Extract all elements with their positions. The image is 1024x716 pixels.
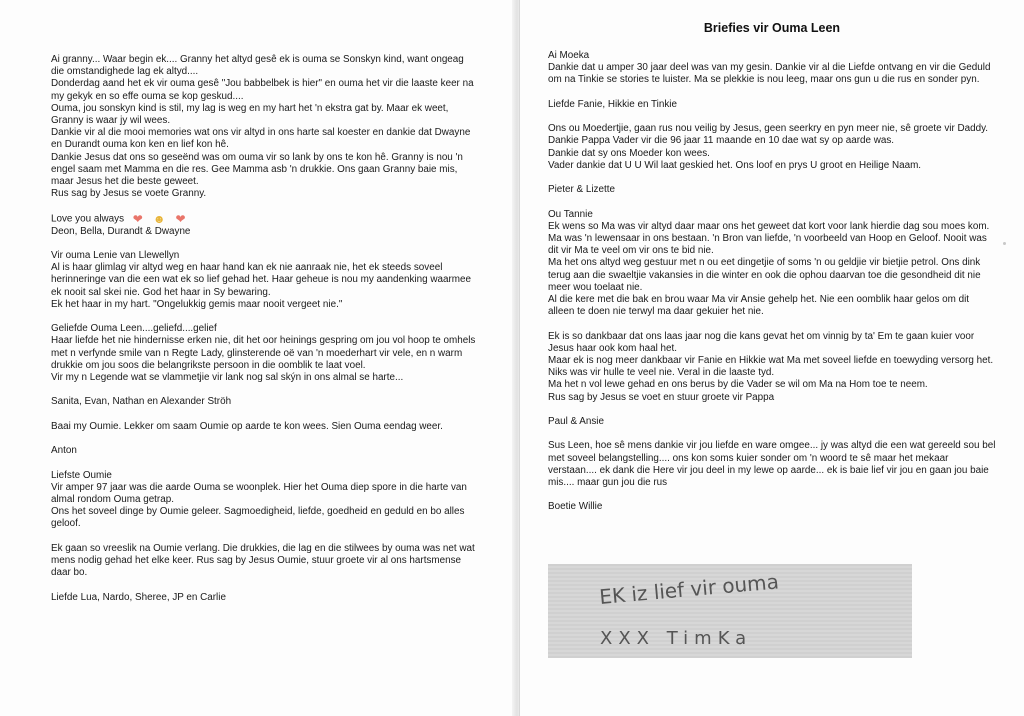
- right-page: [519, 0, 1024, 716]
- letter-ou-tannie: Ou Tannie Ek wens so Ma was vir altyd daar maar ons het geweet dat kort voor lank hierdie dag sou moes kom. Ma was 'n lewensaar in ons bestaan. 'n Bron van liefde, 'n voorbeeld van Hoop en Geloof. Nooit was dit vir Ma te veel om vir ons te bid nie. Ma het ons altyd weg gestuur met n ou eet dingetjie of soms 'n ou geldjie vir bietjie petrol. Ons dink terug aan die swaeltjie vakansies in die winter en ook die ophou daarvan toe die gesondheid dit nie meer wou toelaat nie. Al die kere met die bak en brou waar Ma vir Ansie gehelp het. Nie een oomblik haar gelos om dit alleen te doen nie terwyl ma daar gekuier het nie.: [548, 208, 990, 318]
- letter-ai-moeka: Ai Moeka Dankie dat u amper 30 jaar deel was van my gesin. Dankie vir al die Liefde ontvang en vir die Geduld om na Tinkie se stories te luister. Ma se plekkie is nou leeg, maar ons gun u die rus en sonder pyn.: [548, 50, 991, 86]
- right-page-text: [548, 50, 998, 526]
- handwritten-line-2: XXX TimKa: [600, 628, 753, 649]
- letter-moedertjie: Ons ou Moedertjie, gaan rus nou veilig by Jesus, geen seerkry en pyn meer nie, sê groete vir Daddy. Dankie Pappa Vader vir die 96 jaar 11 maande en 10 dae wat sy op aarde was. Dankie dat sy ons Moeder kon wees. Vader dankie dat U U Wil laat geskied het. Ons loof en prys U groot en Heilige Naam.: [548, 123, 989, 171]
- scan-dot: [1003, 242, 1006, 245]
- heart-icon: ❤: [175, 211, 196, 226]
- signature-anton: Anton: [51, 445, 77, 457]
- handwritten-note-drawing: [548, 564, 912, 658]
- love-line-row: [51, 213, 476, 226]
- signature-sanita: Sanita, Evan, Nathan en Alexander Ströh: [51, 396, 232, 408]
- signature-pieter: Pieter & Lizette: [548, 184, 615, 196]
- letter-liefste-oumie: Liefste Oumie Vir amper 97 jaar was die aarde Ouma se woonplek. Hier het Ouma diep spore in die harte van almal rondom Ouma getrap. Ons het soveel dinge by Oumie geleer. Sagmoedigheid, liefde, goedheid en geduld en bo alles geloof.: [51, 469, 467, 530]
- love-line: Love you always: [51, 213, 125, 225]
- signature-fanie: Liefde Fanie, Hikkie en Tinkie: [548, 98, 677, 110]
- letter-sonskyn-kind: Ai granny... Waar begin ek.... Granny het altyd gesê ek is ouma se Sonskyn kind, want ongeag die omstandighede lag ek altyd.... Donderdag aand het ek vir ouma gesê "Jou babbelbek is hier" en ouma het vir die laaste keer na my gekyk en so effe ouma se kop geskud.... Ouma, jou sonskyn kind is stil, my lag is weg en my hart het 'n ekstra gat by. Maar ek weet, Granny is waar jy wil wees. Dankie vir al die mooi memories wat ons vir altyd in ons harte sal koester en dankie dat Dwayne en Durandt ouma kon ken en lief kon hê. Dankie Jesus dat ons so geseënd was om ouma vir so lank by ons te kon hê. Granny is nou 'n engel saam met Mamma en die res. Gee Mamma asb 'n drukkie. Ons gaan Granny baie mis, maar Jesus het die beste geweet. Rus sag by Jesus se voete Granny.: [51, 54, 474, 200]
- page-title: Briefies vir Ouma Leen: [703, 21, 841, 35]
- heart-icon: ❤: [132, 211, 153, 226]
- letter-sus-leen: Sus Leen, hoe sê mens dankie vir jou liefde en ware omgee... jy was altyd die een wat gereeld sou bel met soveel belangstelling.... ons kon soms kuier sonder om 'n woord te sê maar het mekaar verstaan.... ek dank die Here vir jou deel in my lewe op aarde... ek is baie lief vir jou en gaan jou baie mis.... maar gun jou die rus: [548, 440, 996, 488]
- letter-llewellyn: Vir ouma Lenie van Llewellyn Al is haar glimlag vir altyd weg en haar hand kan ek nie aanraak nie, het ek steeds soveel herinneringe van die een wat ek so lief gehad het. Haar geheue is nou my aandenking waarmee ek nooit sal skei nie. God het haar in Sy bewaring. Ek het haar in my hart. "Ongelukkig gemis maar nooit vergeet nie.": [51, 249, 471, 310]
- signature-paul: Paul & Ansie: [548, 416, 604, 427]
- handwritten-line-1: EK iz lief vir ouma: [598, 569, 780, 609]
- signature-boetie: Boetie Willie: [548, 501, 603, 513]
- smile-icon: ☻: [152, 211, 176, 226]
- handwritten-note: [548, 564, 912, 658]
- letter-baai-oumie: Baai my Oumie. Lekker om saam Oumie op aarde te kon wees. Sien Ouma eendag weer.: [51, 420, 443, 432]
- letter-dankbaar: Ek is so dankbaar dat ons laas jaar nog die kans gevat het om vinnig by ta' Em te gaan kuier voor Jesus haar ook kom haal het. Maar ek is nog meer dankbaar vir Fanie en Hikkie wat Ma met soveel liefde en toewyding versorg het. Niks was vir hulle te veel nie. Veral in die laaste tyd. Ma het n vol lewe gehad en ons berus by die Vader se wil om Ma na Hom toe te neem. Rus sag by Jesus se voet en stuur groete vir Pappa: [548, 330, 994, 403]
- emoji-row: [133, 213, 196, 225]
- signature-lua: Liefde Lua, Nardo, Sheree, JP en Carlie: [51, 591, 226, 603]
- letter-verlang: Ek gaan so vreeslik na Oumie verlang. Die drukkies, die lag en die stilwees by ouma was net wat mens nodig gehad het elke keer. Rus sag by Jesus Oumie, stuur groete vir al ons hartsmense daar bo.: [51, 542, 475, 579]
- left-page-text: [51, 54, 476, 616]
- signature-deon: Deon, Bella, Durandt & Dwayne: [51, 225, 191, 237]
- letter-geliefde-ouma: Geliefde Ouma Leen....geliefd....gelief Haar liefde het nie hindernisse erken nie, dit het oor heinings gespring om jou vol hoop te omhels met n verfynde smile van n Regte Lady, glinsterende oë van 'n moederhart vir vele, en n warm drukkie om jou soos die belangrikste persoon in die oomblik te laat voel. Vir my n Legende wat se vlammetjie vir lank nog sal skýn in ons almal se harte...: [51, 323, 476, 383]
